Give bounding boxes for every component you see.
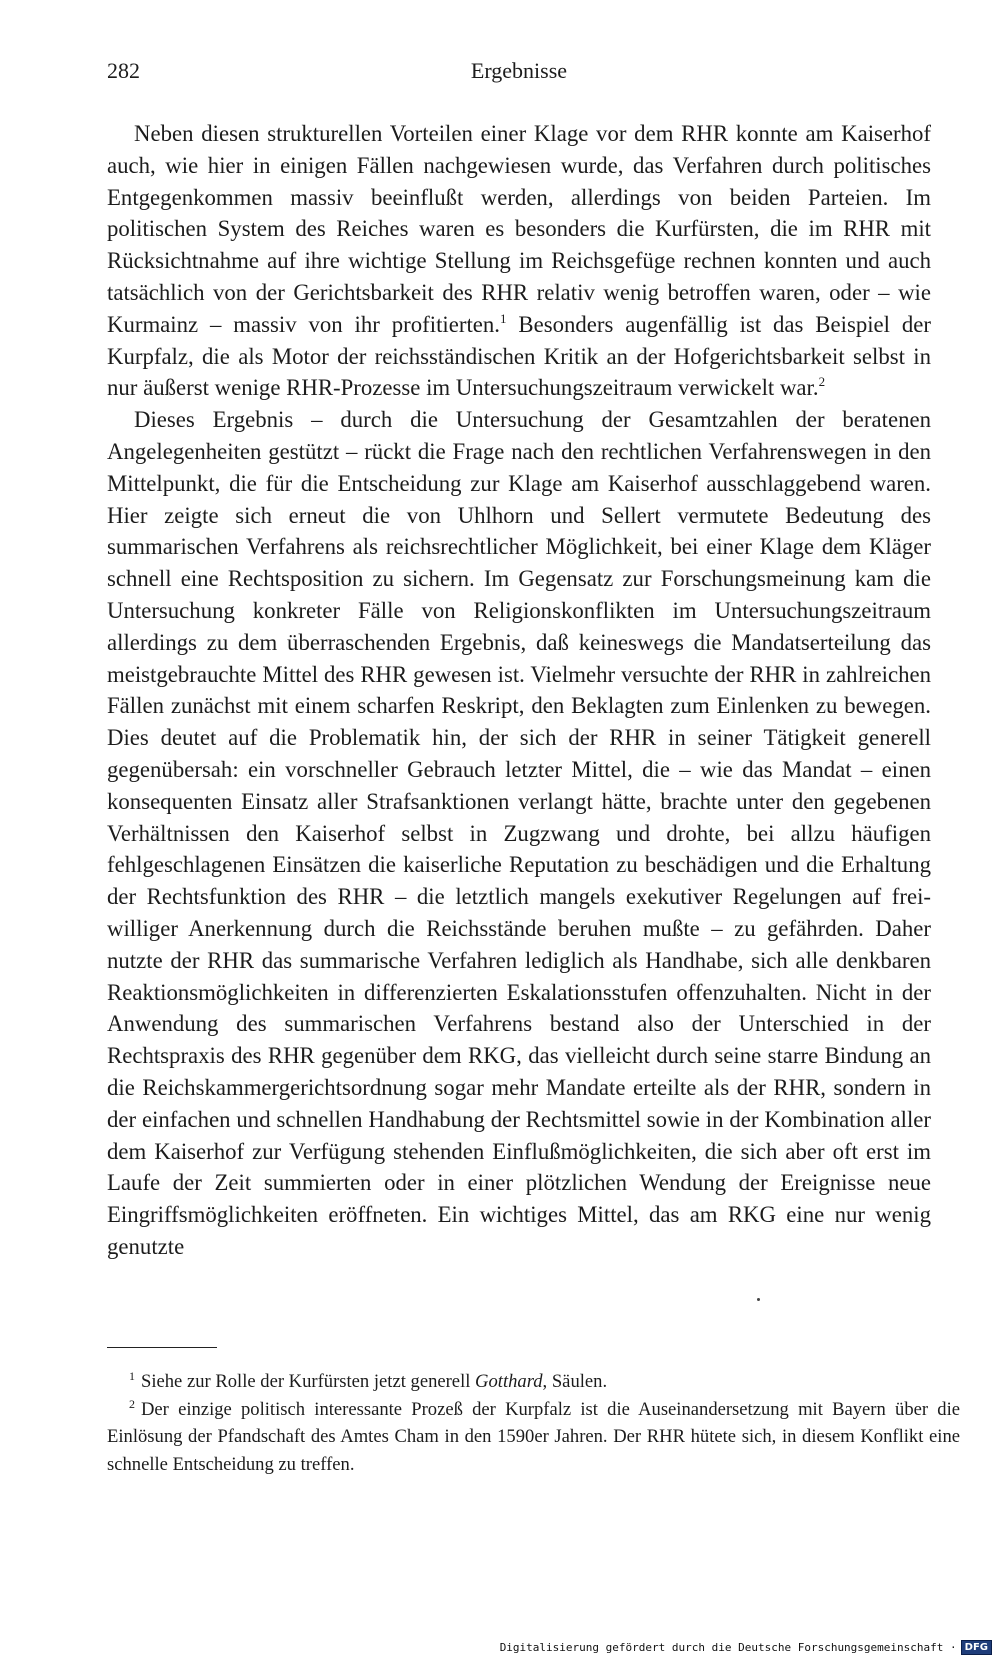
page-number: 282 (107, 58, 140, 83)
footnotes (107, 1368, 960, 1478)
footnote-1-before: Siehe zur Rolle der Kurfürsten jetzt generell (141, 1371, 476, 1392)
paragraph-1 (107, 118, 931, 404)
footnote-ref-1: 1 (500, 310, 507, 326)
footnote-2 (107, 1396, 960, 1479)
footnote-1 (107, 1368, 960, 1396)
footnote-2-text: Der einzige politisch interessante Prozeß der Kurpfalz ist die Auseinandersetzung mit Bayern über die Einlösung der Pfandschaft des Amtes Cham in den 1590er Jahren. Der RHR hütete sich, in diesem Konflikt eine schnelle Entscheidung zu treffen. (107, 1398, 960, 1475)
footnote-1-after: , Säulen. (542, 1371, 608, 1392)
credit-text: Digitalisierung gefördert durch die Deutsche Forschungsgemeinschaft · (499, 1640, 957, 1654)
main-text (107, 118, 931, 1263)
digitization-credit (500, 1637, 992, 1657)
paragraph-1-part-a: Neben diesen strukturellen Vorteilen einer Klage vor dem RHR konnte am Kaiserhof auch, wie hier in einigen Fällen nachgewiesen wurde, das Verfahren durch politisches Entgegenkommen massiv beeinflußt werden, allerdings von beiden Parteien. Im politischen System des Reiches waren es besonders die Kurfürsten, die im RHR mit Rücksichtnahme auf ihre wichtige Stellung im Reichsgefüge rechnen konnten und auch tatsächlich von der Gerichtsbarkeit des RHR relativ wenig betroffen waren, oder – wie Kurmainz – massiv von ihr profitierten. (107, 121, 931, 337)
footnote-2-mark: 2 (129, 1396, 135, 1411)
running-title: Ergebnisse (470, 58, 568, 83)
footnote-divider (107, 1347, 217, 1348)
footnote-1-author: Gotthard (475, 1371, 543, 1392)
paragraph-2: Dieses Ergebnis – durch die Untersuchung der Gesamtzahlen der beratenen Angelegenheiten gestützt – rückt die Frage nach den rechtlichen Verfahrenswegen in den Mittelpunkt, die für die Entscheidung zur Klage am Kaiserhof ausschlaggebend waren. Hier zeigte sich erneut die von Uhlhorn und Sellert vermutete Bedeutung des summarischen Verfahrens als reichsrechtlicher Möglichkeit, bei einer Klage dem Kläger schnell eine Rechtsposition zu sichern. Im Gegensatz zur Forschungsmeinung kam die Untersuchung konkreter Fälle von Religionskonflikten im Untersuchungszeitraum allerdings zu dem überraschenden Ergebnis, daß keineswegs die Mandatserteilung das meistgebrauchte Mittel des RHR gewesen ist. Vielmehr versuchte der RHR in zahlreichen Fällen zunächst mit einem scharfen Reskript, den Beklagten zum Einlenken zu bewegen. Dies deutet auf die Problematik hin, der sich der RHR in seiner Tätigkeit generell gegenübersah: ein vorschneller Gebrauch letzter Mittel, die – wie das Mandat – einen konsequenten Einsatz aller Strafsanktionen verlangt hätte, brachte unter den gegebenen Verhältnissen den Kaiserhof selbst in Zugzwang und drohte, bei allzu häufigen fehlgeschlagenen Einsätzen die kaiserliche Reputation zu beschädigen und die Erhaltung der Rechtsfunktion des RHR – die letztlich mangels exekutiver Regelungen auf freiwilliger Anerkennung durch die Reichsstände beruhen mußte – zu gefährden. Daher nutzte der RHR das summarische Verfahren lediglich als Handhabe, sich alle denkbaren Reaktionsmöglichkeiten in differenzierten Eskalationsstufen offenzuhalten. Nicht in der Anwendung des summarischen Verfahrens bestand also der Unterschied in der Rechtspraxis des RHR gegenüber dem RKG, das vielleicht durch seine starre Bindung an die Reichskammergerichtsordnung sogar mehr Mandate erteilte als der RHR, sondern in der einfachen und schnellen Handhabung der Rechtsmittel sowie in der Kombination aller dem Kaiserhof zur Verfügung stehenden Einflußmöglichkeiten, die sich aber oft erst im Laufe der Zeit summierten oder in einer plötzlichen Wendung der Ereignisse neue Eingriffsmöglichkeiten eröffneten. Ein wichtiges Mittel, das am RKG eine nur wenig genutzte (107, 407, 931, 1259)
speck-mark (757, 1298, 760, 1301)
page-header (107, 58, 931, 98)
paragraph-1-part-b: Besonders augenfällig ist das Beispiel der Kurpfalz, die als Motor der reichsständischen Kritik an der Hofgerichtsbarkeit selbst in nur äußerst wenige RHR-Prozesse im Untersuchungszeitraum verwickelt war. (107, 311, 931, 401)
footnote-1-mark: 1 (129, 1369, 135, 1383)
footnote-ref-2: 2 (818, 374, 826, 390)
dfg-logo: DFG (961, 1640, 992, 1655)
